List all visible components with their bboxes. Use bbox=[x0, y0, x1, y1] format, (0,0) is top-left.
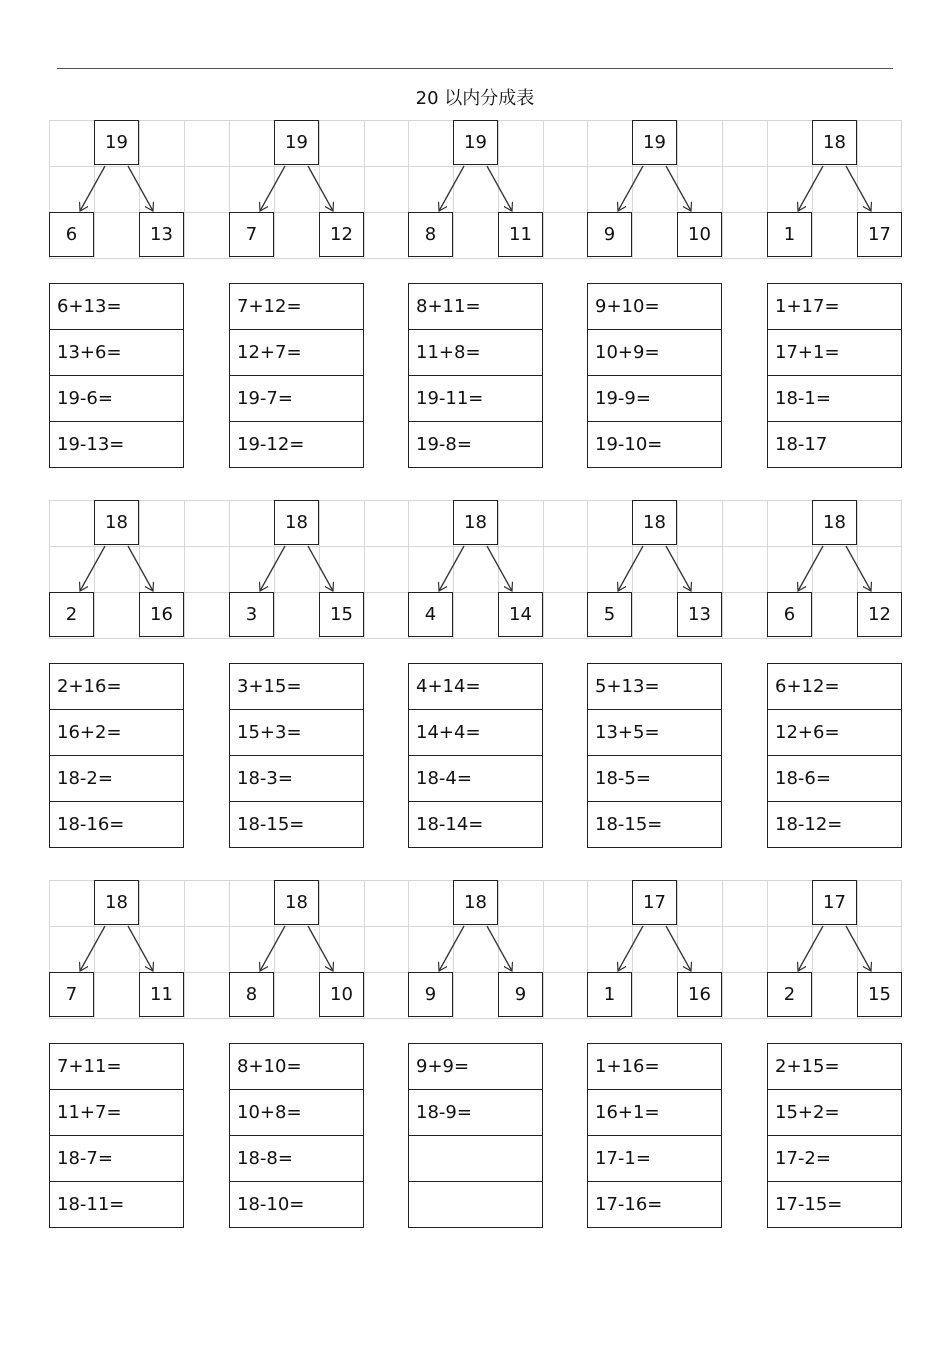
total-box: 17 bbox=[632, 880, 677, 925]
part-right-box: 16 bbox=[677, 972, 722, 1017]
arrow-right bbox=[308, 546, 333, 591]
equation-row: 1+16= bbox=[588, 1044, 721, 1090]
arrow-left bbox=[439, 546, 464, 591]
equation-table bbox=[767, 283, 902, 468]
equation-row: 11+8= bbox=[409, 330, 542, 376]
equation-row: 18-17 bbox=[768, 422, 901, 468]
arrow-right bbox=[308, 926, 333, 971]
part-left-box: 2 bbox=[49, 592, 94, 637]
equation-table bbox=[767, 1043, 902, 1228]
grid-line bbox=[49, 546, 901, 547]
equation-row: 18-3= bbox=[230, 756, 363, 802]
part-right-box: 12 bbox=[319, 212, 364, 257]
equation-row: 18-6= bbox=[768, 756, 901, 802]
equation-row: 17-16= bbox=[588, 1182, 721, 1228]
equation-row: 9+10= bbox=[588, 284, 721, 330]
grid-line bbox=[49, 926, 901, 927]
part-left-box: 1 bbox=[587, 972, 632, 1017]
grid-line bbox=[49, 258, 901, 259]
equation-row: 19-12= bbox=[230, 422, 363, 468]
part-right-box: 15 bbox=[319, 592, 364, 637]
total-box: 17 bbox=[812, 880, 857, 925]
part-left-box: 4 bbox=[408, 592, 453, 637]
arrow-right bbox=[487, 926, 512, 971]
equation-row: 18-16= bbox=[50, 802, 183, 848]
grid-line bbox=[364, 120, 365, 258]
arrow-left bbox=[439, 166, 464, 211]
equation-row: 17-2= bbox=[768, 1136, 901, 1182]
part-left-box: 3 bbox=[229, 592, 274, 637]
equation-row: 18-11= bbox=[50, 1182, 183, 1228]
part-left-box: 9 bbox=[587, 212, 632, 257]
equation-row: 7+11= bbox=[50, 1044, 183, 1090]
equation-row: 6+13= bbox=[50, 284, 183, 330]
equation-row: 10+8= bbox=[230, 1090, 363, 1136]
equation-row: 19-7= bbox=[230, 376, 363, 422]
grid-line bbox=[722, 120, 723, 258]
part-left-box: 2 bbox=[767, 972, 812, 1017]
total-box: 18 bbox=[453, 880, 498, 925]
equation-row: 2+16= bbox=[50, 664, 183, 710]
equation-row bbox=[409, 1136, 542, 1182]
part-left-box: 8 bbox=[408, 212, 453, 257]
grid-line bbox=[543, 120, 544, 258]
equation-row: 17-1= bbox=[588, 1136, 721, 1182]
equation-row: 18-12= bbox=[768, 802, 901, 848]
arrow-left bbox=[618, 546, 643, 591]
equation-row: 18-15= bbox=[230, 802, 363, 848]
equation-row: 18-4= bbox=[409, 756, 542, 802]
part-right-box: 12 bbox=[857, 592, 902, 637]
equation-row: 18-15= bbox=[588, 802, 721, 848]
part-left-box: 7 bbox=[49, 972, 94, 1017]
grid-line bbox=[722, 500, 723, 638]
total-box: 18 bbox=[94, 880, 139, 925]
part-right-box: 10 bbox=[319, 972, 364, 1017]
equation-row: 11+7= bbox=[50, 1090, 183, 1136]
equation-row: 12+7= bbox=[230, 330, 363, 376]
total-box: 18 bbox=[812, 500, 857, 545]
total-box: 18 bbox=[632, 500, 677, 545]
arrow-right bbox=[846, 166, 871, 211]
part-left-box: 8 bbox=[229, 972, 274, 1017]
grid-line bbox=[184, 120, 185, 258]
part-left-box: 6 bbox=[49, 212, 94, 257]
equation-row: 7+12= bbox=[230, 284, 363, 330]
equation-row: 18-14= bbox=[409, 802, 542, 848]
arrow-left bbox=[798, 166, 823, 211]
total-box: 19 bbox=[94, 120, 139, 165]
equation-row: 18-1= bbox=[768, 376, 901, 422]
equation-row: 16+2= bbox=[50, 710, 183, 756]
equation-row: 18-9= bbox=[409, 1090, 542, 1136]
arrow-right bbox=[128, 926, 153, 971]
total-box: 18 bbox=[453, 500, 498, 545]
equation-row bbox=[409, 1182, 542, 1228]
equation-row: 12+6= bbox=[768, 710, 901, 756]
grid-line bbox=[364, 500, 365, 638]
equation-row: 15+3= bbox=[230, 710, 363, 756]
part-left-box: 5 bbox=[587, 592, 632, 637]
arrow-right bbox=[487, 166, 512, 211]
equation-table bbox=[408, 1043, 543, 1228]
equation-row: 18-7= bbox=[50, 1136, 183, 1182]
arrow-left bbox=[80, 166, 105, 211]
equation-row: 16+1= bbox=[588, 1090, 721, 1136]
equation-row: 19-8= bbox=[409, 422, 542, 468]
equation-row: 19-10= bbox=[588, 422, 721, 468]
total-box: 18 bbox=[94, 500, 139, 545]
total-box: 19 bbox=[453, 120, 498, 165]
total-box: 19 bbox=[274, 120, 319, 165]
grid-line bbox=[49, 166, 901, 167]
part-left-box: 9 bbox=[408, 972, 453, 1017]
grid-line bbox=[364, 880, 365, 1018]
arrow-left bbox=[798, 926, 823, 971]
equation-table bbox=[587, 1043, 722, 1228]
equation-row: 18-2= bbox=[50, 756, 183, 802]
equation-table bbox=[229, 283, 364, 468]
total-box: 18 bbox=[274, 500, 319, 545]
arrow-right bbox=[666, 546, 691, 591]
grid-line bbox=[49, 638, 901, 639]
equation-table bbox=[229, 663, 364, 848]
arrow-right bbox=[666, 926, 691, 971]
grid-line bbox=[184, 500, 185, 638]
equation-table bbox=[49, 663, 184, 848]
equation-row: 13+6= bbox=[50, 330, 183, 376]
arrow-left bbox=[618, 926, 643, 971]
equation-row: 8+10= bbox=[230, 1044, 363, 1090]
equation-table bbox=[587, 663, 722, 848]
arrow-right bbox=[128, 546, 153, 591]
part-right-box: 13 bbox=[139, 212, 184, 257]
arrow-right bbox=[308, 166, 333, 211]
arrow-right bbox=[487, 546, 512, 591]
equation-table bbox=[587, 283, 722, 468]
equation-table bbox=[49, 1043, 184, 1228]
equation-row: 18-8= bbox=[230, 1136, 363, 1182]
arrow-right bbox=[846, 546, 871, 591]
equation-table bbox=[408, 283, 543, 468]
part-right-box: 10 bbox=[677, 212, 722, 257]
equation-table bbox=[229, 1043, 364, 1228]
equation-row: 6+12= bbox=[768, 664, 901, 710]
top-rule bbox=[57, 68, 893, 69]
equation-row: 2+15= bbox=[768, 1044, 901, 1090]
equation-row: 5+13= bbox=[588, 664, 721, 710]
equation-row: 18-10= bbox=[230, 1182, 363, 1228]
part-right-box: 13 bbox=[677, 592, 722, 637]
arrow-left bbox=[260, 546, 285, 591]
arrow-right bbox=[666, 166, 691, 211]
equation-table bbox=[408, 663, 543, 848]
total-box: 18 bbox=[274, 880, 319, 925]
equation-row: 3+15= bbox=[230, 664, 363, 710]
equation-row: 19-6= bbox=[50, 376, 183, 422]
arrow-right bbox=[846, 926, 871, 971]
equation-row: 1+17= bbox=[768, 284, 901, 330]
grid-line bbox=[543, 500, 544, 638]
part-left-box: 1 bbox=[767, 212, 812, 257]
arrow-left bbox=[439, 926, 464, 971]
arrow-left bbox=[80, 926, 105, 971]
equation-row: 15+2= bbox=[768, 1090, 901, 1136]
arrow-left bbox=[260, 166, 285, 211]
equation-row: 19-9= bbox=[588, 376, 721, 422]
equation-row: 17-15= bbox=[768, 1182, 901, 1228]
arrow-right bbox=[128, 166, 153, 211]
part-right-box: 17 bbox=[857, 212, 902, 257]
part-right-box: 14 bbox=[498, 592, 543, 637]
grid-line bbox=[722, 880, 723, 1018]
equation-row: 4+14= bbox=[409, 664, 542, 710]
grid-line bbox=[49, 1018, 901, 1019]
part-right-box: 9 bbox=[498, 972, 543, 1017]
grid-line bbox=[184, 880, 185, 1018]
equation-row: 14+4= bbox=[409, 710, 542, 756]
equation-row: 8+11= bbox=[409, 284, 542, 330]
total-box: 18 bbox=[812, 120, 857, 165]
part-right-box: 11 bbox=[498, 212, 543, 257]
part-right-box: 11 bbox=[139, 972, 184, 1017]
equation-row: 13+5= bbox=[588, 710, 721, 756]
part-left-box: 7 bbox=[229, 212, 274, 257]
arrow-left bbox=[80, 546, 105, 591]
equation-table bbox=[767, 663, 902, 848]
part-right-box: 16 bbox=[139, 592, 184, 637]
arrow-left bbox=[798, 546, 823, 591]
total-box: 19 bbox=[632, 120, 677, 165]
equation-row: 17+1= bbox=[768, 330, 901, 376]
equation-table bbox=[49, 283, 184, 468]
page-title: 20 以内分成表 bbox=[415, 88, 535, 109]
equation-row: 19-11= bbox=[409, 376, 542, 422]
equation-row: 18-5= bbox=[588, 756, 721, 802]
arrow-left bbox=[618, 166, 643, 211]
part-right-box: 15 bbox=[857, 972, 902, 1017]
part-left-box: 6 bbox=[767, 592, 812, 637]
arrow-left bbox=[260, 926, 285, 971]
equation-row: 9+9= bbox=[409, 1044, 542, 1090]
equation-row: 19-13= bbox=[50, 422, 183, 468]
grid-line bbox=[543, 880, 544, 1018]
equation-row: 10+9= bbox=[588, 330, 721, 376]
